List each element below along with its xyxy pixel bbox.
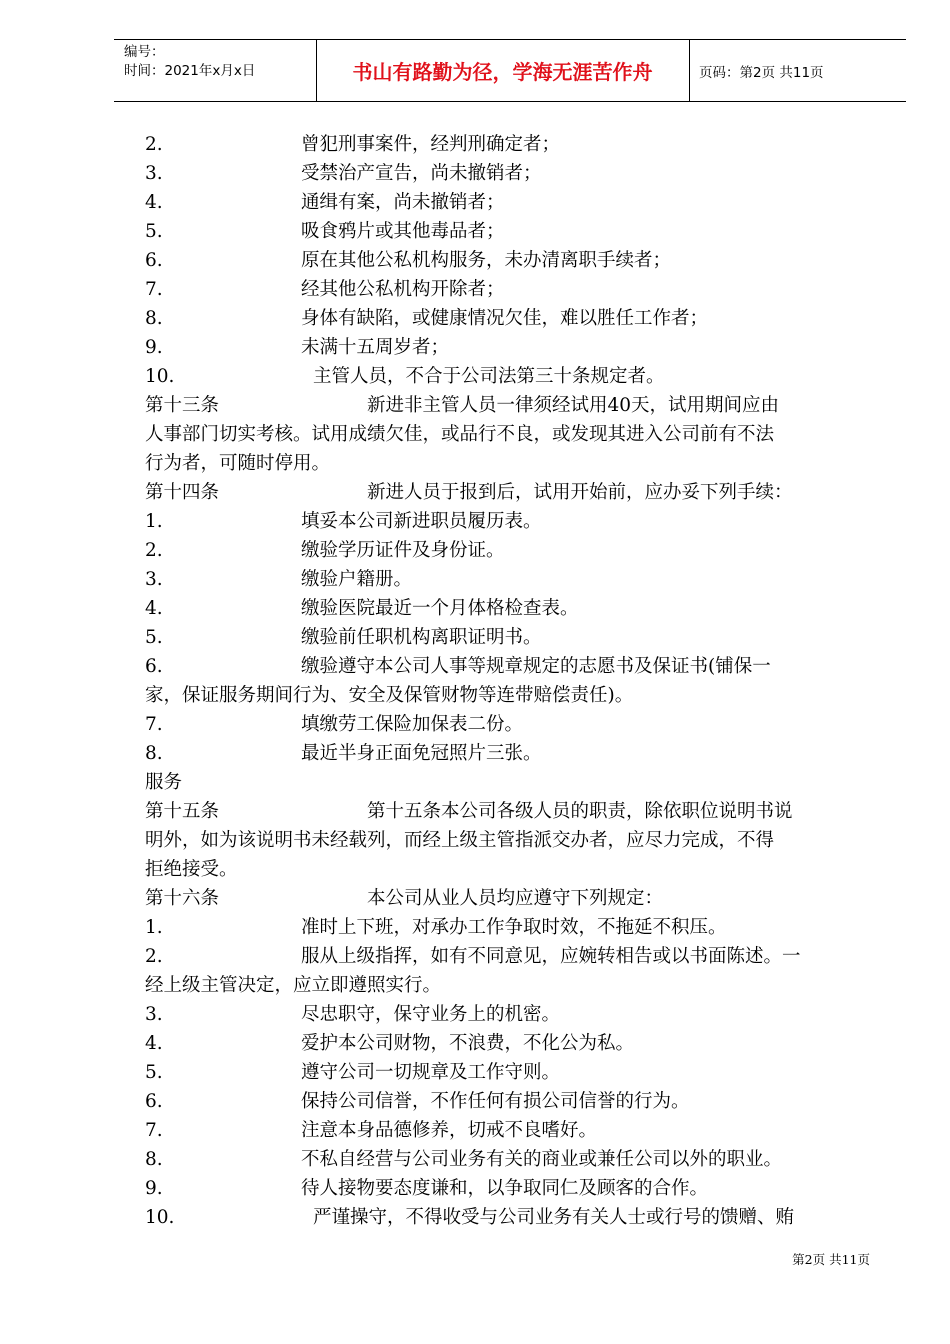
list-item-text: 经上级主管决定，应立即遵照实行。 [145,975,442,996]
list-item-number: 4. [145,1033,163,1054]
list-item-number: 3. [145,569,163,590]
article-16 [145,884,885,1232]
list-item [145,1203,885,1232]
list-item-number: 6. [145,1091,163,1112]
list-item-text: 最近半身正面免冠照片三张。 [301,743,542,764]
list-item-number: 6. [145,250,163,271]
list-item-number: 8. [145,743,163,764]
article-text: 拒绝接受。 [145,859,238,880]
list-item [145,1000,885,1029]
list-item-number: 2. [145,946,163,967]
article-text: 行为者，可随时停用。 [145,453,331,474]
list-item-text: 家，保证服务期间行为、安全及保管财物等连带赔偿责任)。 [145,685,634,706]
list-item [145,942,885,971]
list-item-number: 7. [145,714,163,735]
list-item-number: 2. [145,134,163,155]
list-item-text: 缴验学历证件及身份证。 [301,540,505,561]
list-item-text: 爱护本公司财物，不浪费，不化公为私。 [301,1033,635,1054]
article-text: 新进非主管人员一律须经试用40天，试用期间应由 [367,395,780,416]
list-item-text: 注意本身品德修养，切戒不良嗜好。 [301,1120,598,1141]
list-item-text: 缴验遵守本公司人事等规章规定的志愿书及保证书(铺保一 [301,656,771,677]
list-item-text: 填妥本公司新进职员履历表。 [301,511,542,532]
list-item [145,304,885,333]
list-item [145,1029,885,1058]
list-item-number: 7. [145,279,163,300]
list-item [145,913,885,942]
article-text: 第十五条本公司各级人员的职责，除依职位说明书说 [367,801,793,822]
list-item [145,507,885,536]
list-item-number: 9. [145,1178,163,1199]
header-meta [124,43,255,81]
list-item-text: 缴验前任职机构离职证明书。 [301,627,542,648]
header-page-label: 页码：第2页 共11页 [699,64,824,81]
list-item-text: 经其他公私机构开除者； [301,279,505,300]
page-header [114,39,906,102]
list-item [145,1116,885,1145]
article-15 [145,797,885,884]
list-item-number: 5. [145,221,163,242]
list-item [145,333,885,362]
list-item-text: 通缉有案，尚未撤销者； [301,192,505,213]
list-item-text: 待人接物要态度谦和，以争取同仁及顾客的合作。 [301,1178,709,1199]
section-title: 服务 [145,772,183,793]
list-item-number: 10. [145,1207,175,1228]
list-item-number: 8. [145,308,163,329]
list-item-text: 遵守公司一切规章及工作守则。 [301,1062,561,1083]
article-text: 新进人员于报到后，试用开始前，应办妥下列手续： [367,482,793,503]
article-label: 第十六条 [145,888,220,909]
list-item-number: 6. [145,656,163,677]
list-item [145,362,885,391]
list-item [145,1174,885,1203]
number-label: 编号： [124,44,165,60]
list-item [145,623,885,652]
list-item-text: 主管人员，不合于公司法第三十条规定者。 [313,366,665,387]
list-item [145,159,885,188]
list-item-number: 8. [145,1149,163,1170]
list-item-number: 1. [145,917,163,938]
list-item [145,275,885,304]
list-item [145,188,885,217]
header-motto: 书山有路勤为径，学海无涯苦作舟 [352,60,653,84]
list-item-number: 1. [145,511,163,532]
list-item-text: 曾犯刑事案件，经判刑确定者； [301,134,561,155]
disqualification-list [145,130,885,391]
article-text: 本公司从业人员均应遵守下列规定： [367,888,664,909]
list-item-text: 未满十五周岁者； [301,337,450,358]
list-item [145,594,885,623]
list-item [145,739,885,768]
time-label: 时间：2021年x月x日 [124,63,256,79]
list-item-text: 吸食鸦片或其他毒品者； [301,221,505,242]
list-item [145,971,885,1000]
list-item-text: 缴验医院最近一个月体格检查表。 [301,598,579,619]
list-item-text: 原在其他公私机构服务，未办清离职手续者； [301,250,672,271]
list-item-number: 4. [145,192,163,213]
article-label: 第十五条 [145,801,220,822]
list-item [145,681,885,710]
page-footer: 第2页 共11页 [792,1252,870,1267]
list-item-text: 不私自经营与公司业务有关的商业或兼任公司以外的职业。 [301,1149,783,1170]
article-13 [145,391,885,478]
rules-list [145,913,885,1232]
list-item [145,536,885,565]
procedure-list [145,507,885,768]
list-item [145,246,885,275]
list-item-number: 2. [145,540,163,561]
document-body [145,130,885,1232]
article-label: 第十四条 [145,482,220,503]
list-item [145,1145,885,1174]
article-text: 明外，如为该说明书未经载列，而经上级主管指派交办者，应尽力完成，不得 [145,830,775,851]
list-item [145,130,885,159]
list-item-text: 缴验户籍册。 [301,569,413,590]
list-item-text: 受禁治产宣告，尚未撤销者； [301,163,542,184]
list-item-number: 9. [145,337,163,358]
header-divider [689,40,690,101]
list-item-text: 保持公司信誉，不作任何有损公司信誉的行为。 [301,1091,690,1112]
article-label: 第十三条 [145,395,220,416]
article-14 [145,478,885,768]
list-item-text: 服从上级指挥，如有不同意见，应婉转相告或以书面陈述。一 [301,946,801,967]
list-item-number: 5. [145,627,163,648]
list-item [145,1087,885,1116]
list-item [145,1058,885,1087]
list-item [145,217,885,246]
list-item-number: 3. [145,163,163,184]
list-item-number: 5. [145,1062,163,1083]
list-item [145,565,885,594]
list-item-number: 7. [145,1120,163,1141]
list-item-text: 身体有缺陷，或健康情况欠佳，难以胜任工作者； [301,308,709,329]
list-item-number: 4. [145,598,163,619]
list-item-text: 尽忠职守，保守业务上的机密。 [301,1004,561,1025]
list-item-text: 准时上下班，对承办工作争取时效，不拖延不积压。 [301,917,727,938]
list-item-number: 3. [145,1004,163,1025]
list-item-text: 填缴劳工保险加保表二份。 [301,714,524,735]
list-item [145,710,885,739]
article-text: 人事部门切实考核。试用成绩欠佳，或品行不良，或发现其进入公司前有不法 [145,424,775,445]
list-item-text: 严谨操守，不得收受与公司业务有关人士或行号的馈赠、贿 [313,1207,795,1228]
list-item [145,652,885,681]
list-item-number: 10. [145,366,175,387]
